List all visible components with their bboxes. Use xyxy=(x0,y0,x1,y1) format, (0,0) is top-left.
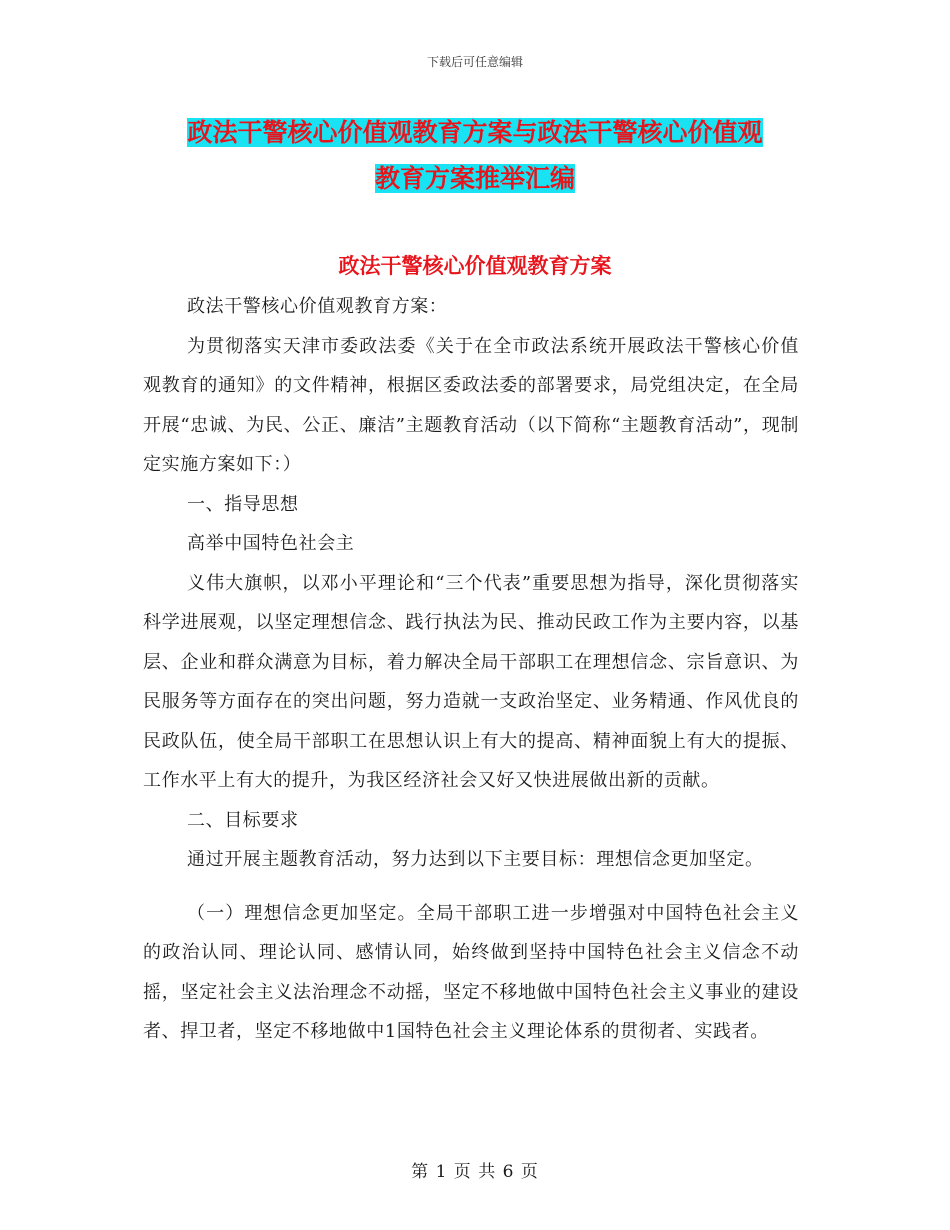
paragraph: 通过开展主题教育活动，努力达到以下主要目标：理想信念更加坚定。 xyxy=(187,849,764,870)
page-footer: 第 1 页 共 6 页 xyxy=(411,1162,539,1182)
paragraph: （一）理想信念更加坚定。全局干部职工进一步增强对中国特色社会主义的政治认同、理论认同、感情认同，始终做到坚持中国特色社会主义信念不动摇，坚定社会主义法治理念不动摇，坚定不移地做中国特色社会主义事业的建设者、捍卫者，坚定不移地做中1国特色社会主义理论体系的贯彻者、实践者。 xyxy=(143,902,799,1042)
paragraph: 高举中国特色社会主 xyxy=(187,533,355,554)
heading-guiding-ideology: 一、指导思想 xyxy=(187,493,299,515)
document-title-line-1: 政法干警核心价值观教育方案与政法干警核心价值观 xyxy=(187,118,763,147)
document-title xyxy=(150,110,800,202)
page-header: 下载后可任意编辑 xyxy=(426,55,523,69)
heading-goals: 二、目标要求 xyxy=(187,809,299,831)
document-title-line-2: 教育方案推举汇编 xyxy=(374,164,575,193)
paragraph: 政法干警核心价值观教育方案： xyxy=(187,296,448,317)
document-body xyxy=(143,287,799,1052)
paragraph: 义伟大旗帜，以邓小平理论和“三个代表”重要思想为指导，深化贯彻落实科学进展观，以坚定理想信念、践行执法为民、推动民政工作为主要内容，以基层、企业和群众满意为目标，着力解决全局干部职工在理想信念、宗旨意识、为民服务等方面存在的突出问题，努力造就一支政治坚定、业务精通、作风优良的民政队伍，使全局干部职工在思想认识上有大的提高、精神面貌上有大的提振、工作水平上有大的提升，为我区经济社会又好又快进展做出新的贡献。 xyxy=(143,572,799,791)
section-title: 政法干警核心价值观教育方案 xyxy=(338,254,612,278)
paragraph: 为贯彻落实天津市委政法委《关于在全市政法系统开展政法干警核心价值观教育的通知》的文件精神，根据区委政法委的部署要求，局党组决定，在全局开展“忠诚、为民、公正、廉洁”主题教育活动（以下简称“主题教育活动”，现制定实施方案如下：） xyxy=(143,335,799,475)
